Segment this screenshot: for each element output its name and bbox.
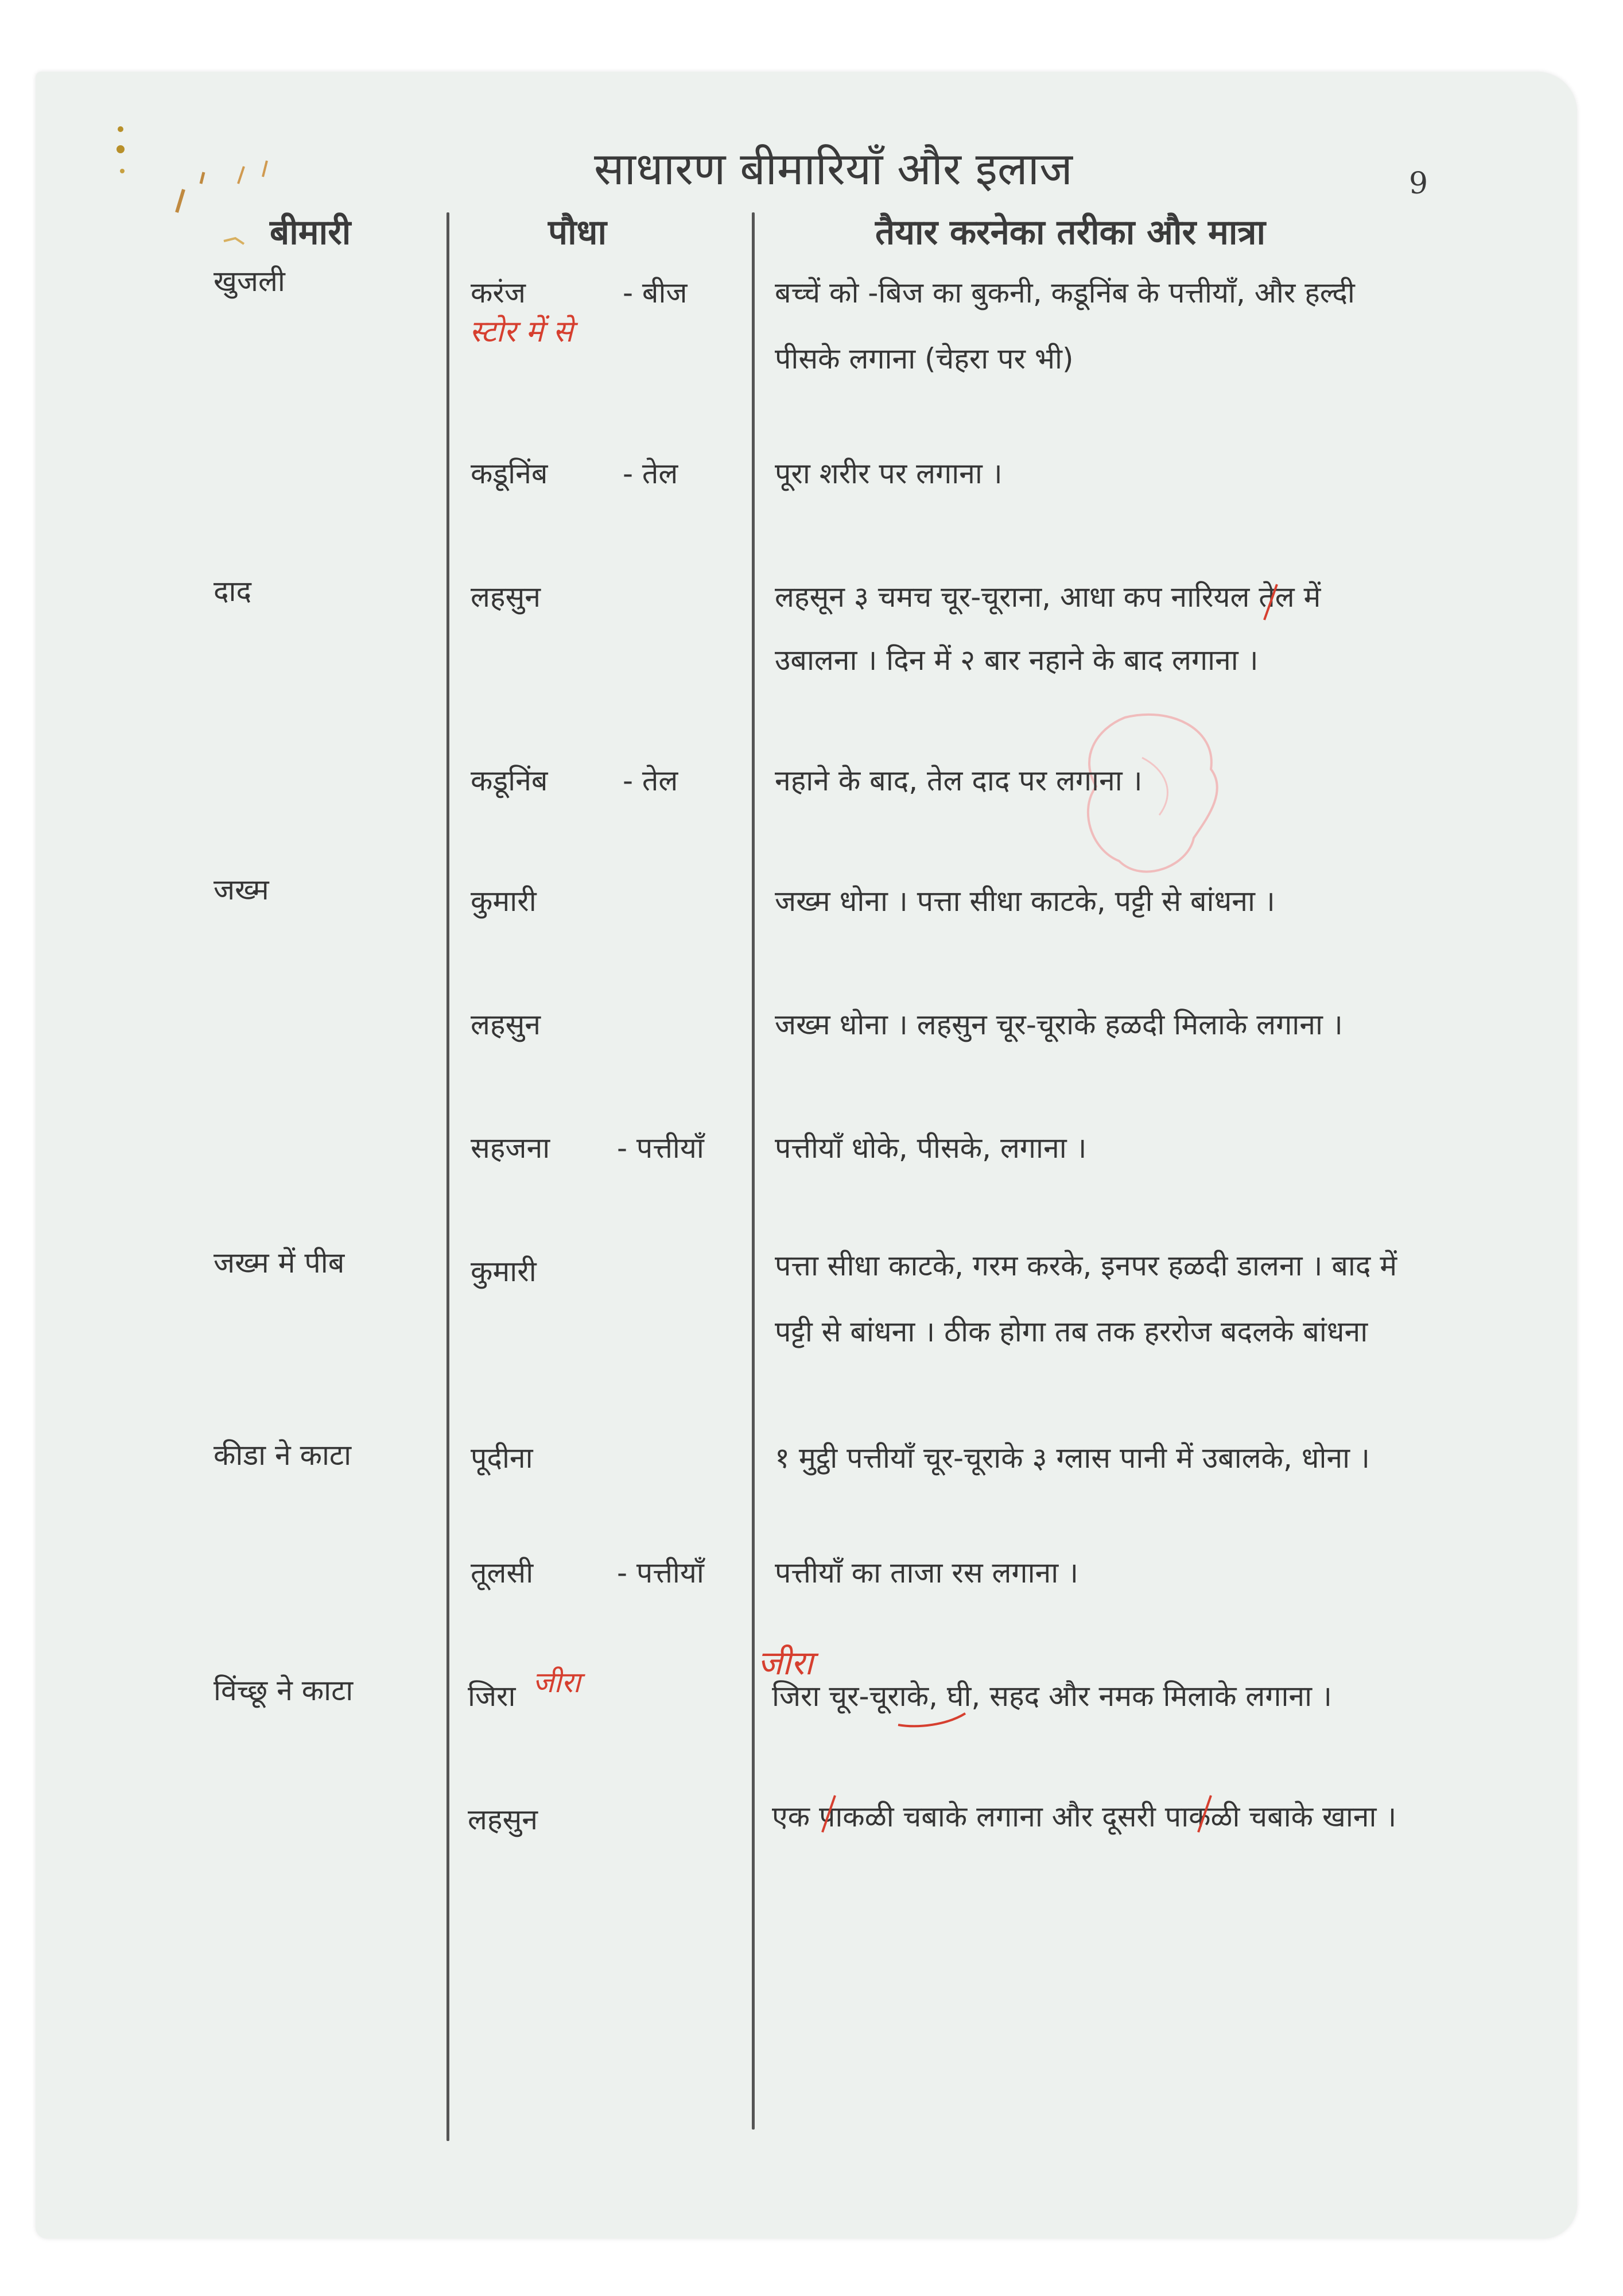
handwritten-store-note: स्टोर में से [469, 315, 573, 349]
disease-cell: जख्म में पीब [213, 1246, 345, 1279]
page-title: साधारण बीमारियाँ और इलाज [594, 144, 1073, 195]
prep-line: पूरा शरीर पर लगाना । [775, 457, 1003, 490]
red-correction-mark [1194, 1791, 1217, 1837]
disease-cell: कीडा ने काटा [213, 1438, 352, 1472]
plant-cell: कुमारी [471, 885, 537, 918]
plant-part-cell: - पत्तीयाँ [617, 1131, 704, 1165]
plant-cell: सहजना [471, 1131, 550, 1165]
plant-cell: कडूनिंब [471, 764, 548, 797]
prep-line: जख्म धोना । पत्ता सीधा काटके, पट्टी से बांधना । [775, 885, 1275, 918]
prep-line: १ मुट्ठी पत्तीयाँ चूर-चूराके ३ ग्लास पानी में उबालके, धोना । [775, 1441, 1370, 1475]
plant-part-cell: - तेल [623, 764, 678, 797]
prep-line: नहाने के बाद, तेल दाद पर लगाना । [775, 764, 1143, 797]
plant-part-cell: - तेल [623, 457, 678, 490]
disease-cell: खुजली [213, 265, 285, 298]
plant-part-cell: - पत्तीयाँ [617, 1556, 704, 1589]
plant-cell: लहसुन [468, 1803, 538, 1836]
prep-line: जख्म धोना । लहसुन चूर-चूराके हळदी मिलाके लगाना । [775, 1008, 1343, 1041]
column-header-plant: पौधा [548, 212, 607, 253]
plant-cell: तूलसी [471, 1556, 534, 1589]
column-divider-right [752, 212, 755, 2130]
red-underline-mark [895, 1708, 970, 1731]
disease-cell: विंच्छू ने काटा [213, 1674, 354, 1707]
prep-line: पत्ता सीधा काटके, गरम करके, इनपर हळदी डालना । बाद में [775, 1249, 1397, 1282]
prep-line: पत्तीयाँ धोके, पीसके, लगाना । [775, 1131, 1087, 1165]
red-correction-mark [1260, 580, 1283, 626]
prep-line: लहसून ३ चमच चूर-चूराना, आधा कप नारियल तेल में [775, 580, 1321, 614]
page-number: 9 [1409, 166, 1428, 201]
plant-cell: लहसुन [471, 1008, 541, 1041]
plant-part-cell: - बीज [623, 276, 688, 309]
column-divider-left [446, 212, 449, 2141]
plant-cell: कडूनिंब [471, 457, 548, 490]
prep-line: एक पाकळी चबाके लगाना और दूसरी पाकळी चबाके खाना । [772, 1800, 1397, 1833]
handwritten-jeera-correction: जीरा [758, 1643, 813, 1682]
disease-cell: जख्म [213, 873, 269, 906]
plant-cell: कुमारी [471, 1255, 537, 1288]
red-correction-mark [818, 1791, 841, 1837]
plant-cell: करंज [471, 276, 526, 309]
prep-line: बच्चें को -बिज का बुकनी, कडूनिंब के पत्तीयाँ, और हल्दी [775, 276, 1355, 309]
handwritten-jeera-note: जीरा [533, 1666, 581, 1699]
prep-line: पीसके लगाना (चेहरा पर भी) [775, 342, 1074, 375]
column-header-method: तैयार करनेका तरीका और मात्रा [875, 212, 1266, 253]
prep-line: जिरा चूर-चूराके, घी, सहद और नमक मिलाके लगाना । [772, 1680, 1332, 1713]
plant-cell: पूदीना [471, 1441, 533, 1475]
column-header-disease: बीमारी [270, 212, 351, 253]
prep-line: पत्तीयाँ का ताजा रस लगाना । [775, 1556, 1079, 1589]
plant-cell: जिरा [468, 1680, 516, 1713]
disease-cell: दाद [213, 575, 252, 608]
prep-line: पट्टी से बांधना । ठीक होगा तब तक हररोज बदलके बांधना [775, 1315, 1368, 1348]
plant-cell: लहसुन [471, 580, 541, 614]
prep-line: उबालना । दिन में २ बार नहाने के बाद लगाना । [775, 643, 1259, 677]
